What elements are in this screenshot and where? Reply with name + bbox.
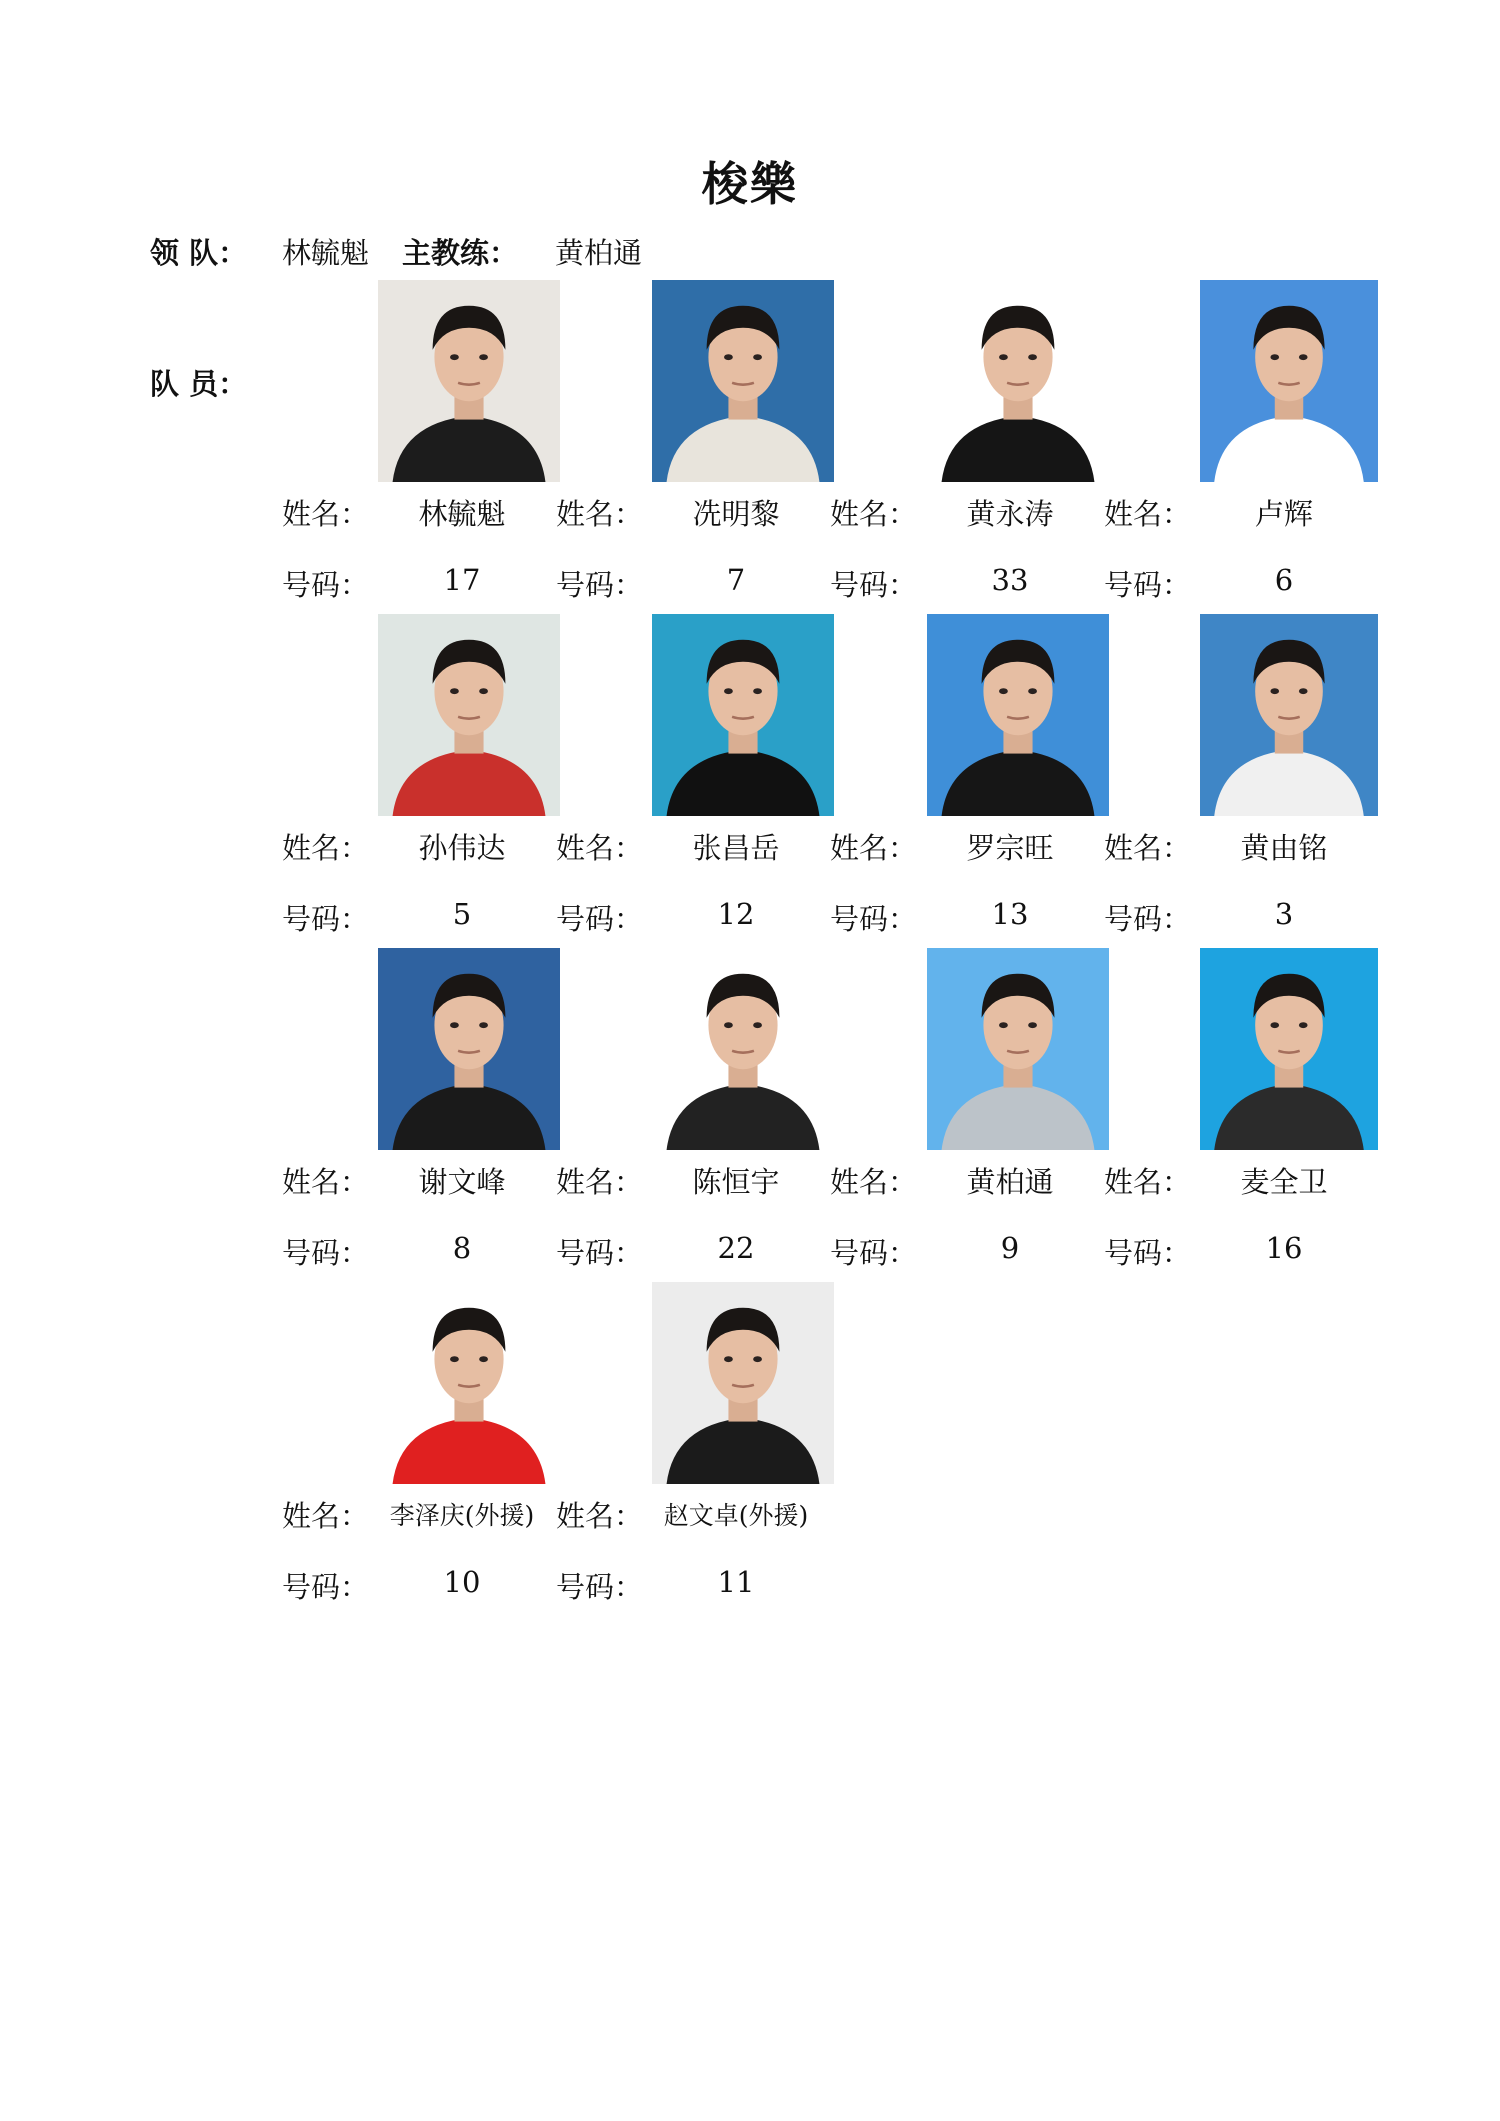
player-photo xyxy=(378,1282,560,1484)
player-photo xyxy=(378,614,560,816)
name-label: 姓名： xyxy=(1104,1165,1192,1199)
player-name: 谢文峰 xyxy=(418,1165,506,1199)
name-label: 姓名： xyxy=(556,497,644,531)
number-label: 号码： xyxy=(282,1570,370,1604)
player-number: 33 xyxy=(991,563,1029,597)
player-number: 16 xyxy=(1265,1231,1303,1265)
player-photo xyxy=(652,1282,834,1484)
player-number: 17 xyxy=(443,563,481,597)
player-photo xyxy=(378,948,560,1150)
number-label: 号码： xyxy=(556,902,644,936)
leader-name: 林毓魁 xyxy=(282,236,370,270)
player-number: 12 xyxy=(717,897,755,931)
player-name: 陈恒宇 xyxy=(692,1165,780,1199)
name-label: 姓名： xyxy=(830,1165,918,1199)
player-number: 9 xyxy=(1000,1231,1020,1265)
player-photo xyxy=(927,280,1109,482)
name-label: 姓名： xyxy=(1104,497,1192,531)
player-number: 13 xyxy=(991,897,1029,931)
player-name: 张昌岳 xyxy=(692,831,780,865)
name-label: 姓名： xyxy=(282,1165,370,1199)
name-label: 姓名： xyxy=(282,1499,370,1533)
player-number: 22 xyxy=(717,1231,755,1265)
player-name: 黄永涛 xyxy=(966,497,1054,531)
coach-name: 黄柏通 xyxy=(555,236,643,270)
name-label: 姓名： xyxy=(556,1165,644,1199)
player-name: 林毓魁 xyxy=(418,497,506,531)
name-label: 姓名： xyxy=(830,831,918,865)
player-number: 10 xyxy=(443,1565,481,1599)
player-name: 罗宗旺 xyxy=(966,831,1054,865)
player-name: 黄由铭 xyxy=(1240,831,1328,865)
player-photo xyxy=(1200,280,1378,482)
number-label: 号码： xyxy=(556,1570,644,1604)
player-name: 冼明黎 xyxy=(692,497,780,531)
number-label: 号码： xyxy=(830,902,918,936)
number-label: 号码： xyxy=(1104,568,1192,602)
player-number: 5 xyxy=(452,897,472,931)
name-label: 姓名： xyxy=(556,831,644,865)
player-number: 6 xyxy=(1274,563,1294,597)
player-photo xyxy=(1200,614,1378,816)
player-photo xyxy=(652,614,834,816)
player-photo xyxy=(1200,948,1378,1150)
player-number: 3 xyxy=(1274,897,1294,931)
player-photo xyxy=(652,280,834,482)
player-name: 孙伟达 xyxy=(418,831,506,865)
player-photo xyxy=(378,280,560,482)
name-label: 姓名： xyxy=(830,497,918,531)
number-label: 号码： xyxy=(830,568,918,602)
name-label: 姓名： xyxy=(1104,831,1192,865)
leader-label: 领 队： xyxy=(150,236,248,270)
coach-label: 主教练： xyxy=(402,236,519,270)
player-number: 11 xyxy=(717,1565,755,1599)
number-label: 号码： xyxy=(556,1236,644,1270)
player-name: 麦全卫 xyxy=(1240,1165,1328,1199)
name-label: 姓名： xyxy=(556,1499,644,1533)
player-name: 赵文卓(外援) xyxy=(663,1501,809,1530)
player-photo xyxy=(652,948,834,1150)
player-name: 李泽庆(外援) xyxy=(389,1501,535,1530)
number-label: 号码： xyxy=(282,1236,370,1270)
number-label: 号码： xyxy=(830,1236,918,1270)
number-label: 号码： xyxy=(556,568,644,602)
player-photo xyxy=(927,948,1109,1150)
number-label: 号码： xyxy=(1104,902,1192,936)
name-label: 姓名： xyxy=(282,831,370,865)
number-label: 号码： xyxy=(282,568,370,602)
number-label: 号码： xyxy=(282,902,370,936)
number-label: 号码： xyxy=(1104,1236,1192,1270)
player-name: 卢辉 xyxy=(1254,497,1313,531)
name-label: 姓名： xyxy=(282,497,370,531)
player-number: 7 xyxy=(726,563,746,597)
members-label: 队 员： xyxy=(150,367,248,401)
player-photo xyxy=(927,614,1109,816)
page-title: 梭樂 xyxy=(702,157,798,211)
player-name: 黄柏通 xyxy=(966,1165,1054,1199)
player-number: 8 xyxy=(452,1231,472,1265)
